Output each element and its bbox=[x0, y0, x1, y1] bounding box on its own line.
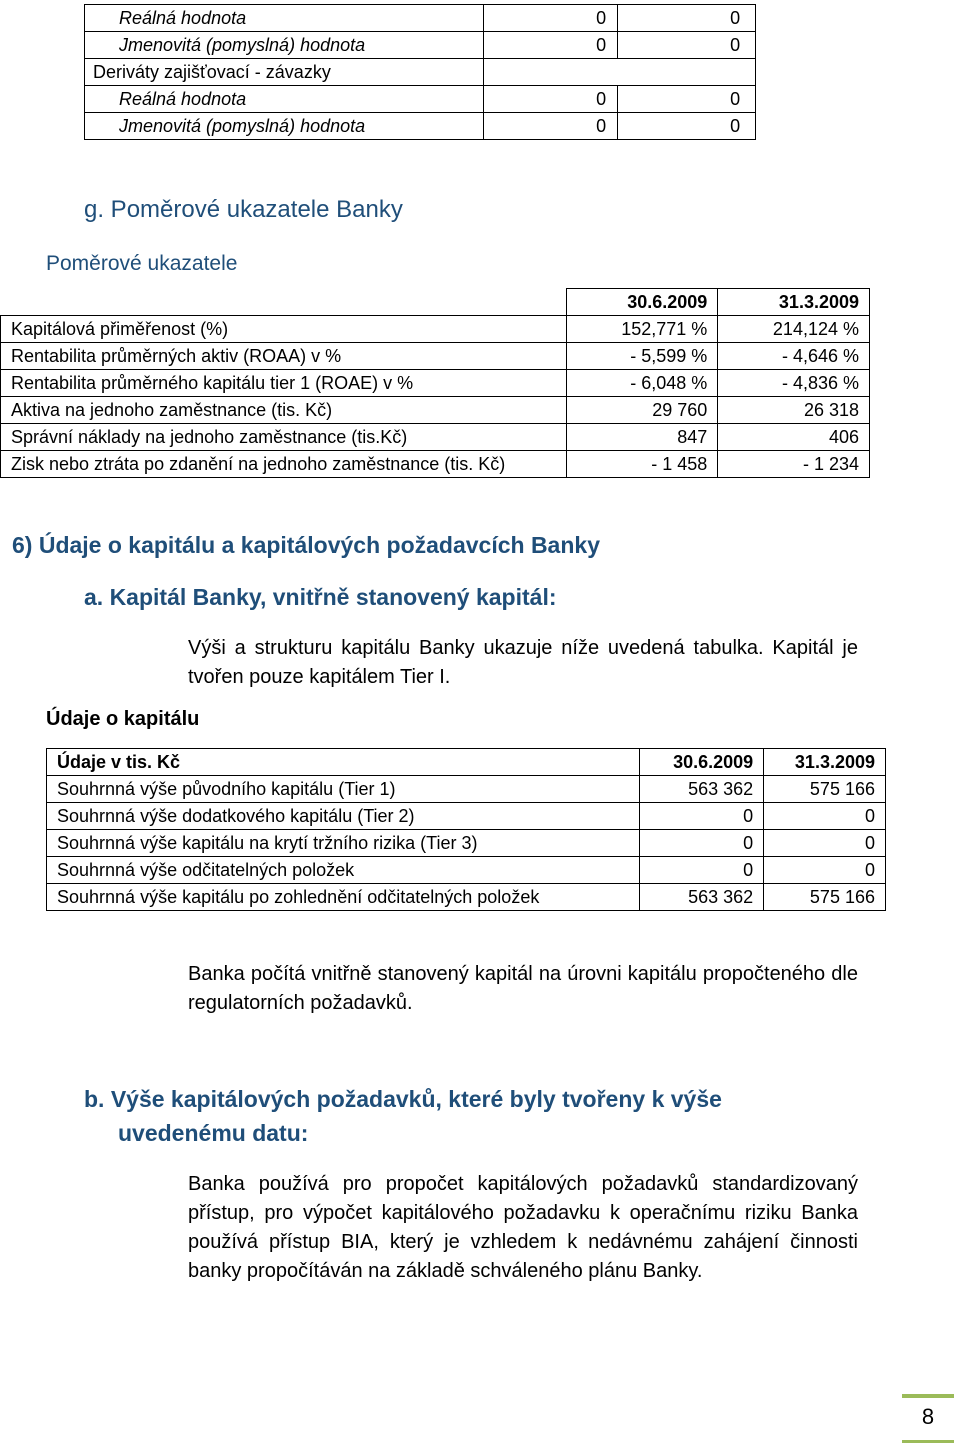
capital-row-value-2: 0 bbox=[764, 857, 886, 884]
ratios-row-value-2: 26 318 bbox=[718, 397, 870, 424]
capital-row-value-2: 0 bbox=[764, 803, 886, 830]
ratios-header-empty bbox=[1, 289, 567, 316]
capital-row-value-2: 575 166 bbox=[764, 884, 886, 911]
capital-row-label: Souhrnná výše dodatkového kapitálu (Tier 2) bbox=[47, 803, 640, 830]
capital-row bbox=[47, 857, 886, 884]
derivatives-row-value-2 bbox=[618, 59, 756, 86]
capital-row-label: Souhrnná výše odčitatelných položek bbox=[47, 857, 640, 884]
capital-row-value-2: 575 166 bbox=[764, 776, 886, 803]
ratios-header-date1: 30.6.2009 bbox=[566, 289, 718, 316]
ratios-header-date2: 31.3.2009 bbox=[718, 289, 870, 316]
capital-row-value-2: 0 bbox=[764, 830, 886, 857]
ratios-row-value-1: 152,771 % bbox=[566, 316, 718, 343]
capital-row-label: Souhrnná výše původního kapitálu (Tier 1) bbox=[47, 776, 640, 803]
capital-label: Údaje o kapitálu bbox=[46, 708, 200, 730]
capital-row bbox=[47, 830, 886, 857]
capital-row-value-1: 563 362 bbox=[640, 776, 764, 803]
capital-row-label: Souhrnná výše kapitálu na krytí tržního rizika (Tier 3) bbox=[47, 830, 640, 857]
ratios-subtitle: Poměrové ukazatele bbox=[46, 252, 238, 275]
derivatives-row bbox=[85, 113, 756, 140]
ratios-row bbox=[1, 397, 870, 424]
ratios-row-label: Aktiva na jednoho zaměstnance (tis. Kč) bbox=[1, 397, 567, 424]
section-6a-title: a. Kapitál Banky, vnitřně stanovený kapitál: bbox=[84, 584, 557, 610]
derivatives-row-label: Deriváty zajišťovací - závazky bbox=[85, 59, 484, 86]
capital-row-value-1: 563 362 bbox=[640, 884, 764, 911]
capital-header-date1: 30.6.2009 bbox=[640, 749, 764, 776]
derivatives-row-label: Reálná hodnota bbox=[85, 5, 484, 32]
ratios-row-value-2: - 4,646 % bbox=[718, 343, 870, 370]
ratios-row-label: Správní náklady na jednoho zaměstnance (tis.Kč) bbox=[1, 424, 567, 451]
derivatives-table bbox=[84, 4, 756, 140]
capital-row-value-1: 0 bbox=[640, 803, 764, 830]
section-g-title: g. Poměrové ukazatele Banky bbox=[84, 196, 403, 223]
derivatives-row-value-2: 0 bbox=[618, 113, 756, 140]
ratios-row bbox=[1, 370, 870, 397]
section-b-title-line1: b. Výše kapitálových požadavků, které byly tvořeny k výše bbox=[84, 1086, 722, 1112]
capital-row-label: Souhrnná výše kapitálu po zohlednění odčitatelných položek bbox=[47, 884, 640, 911]
capital-row-value-1: 0 bbox=[640, 830, 764, 857]
capital-row bbox=[47, 884, 886, 911]
ratios-row-label: Zisk nebo ztráta po zdanění na jednoho zaměstnance (tis. Kč) bbox=[1, 451, 567, 478]
section-6-title: 6) Údaje o kapitálu a kapitálových požadavcích Banky bbox=[12, 532, 600, 558]
ratios-row-value-1: - 1 458 bbox=[566, 451, 718, 478]
capital-header-date2: 31.3.2009 bbox=[764, 749, 886, 776]
ratios-row-value-2: - 4,836 % bbox=[718, 370, 870, 397]
ratios-row-label: Kapitálová přiměřenost (%) bbox=[1, 316, 567, 343]
ratios-row bbox=[1, 451, 870, 478]
capital-header-label: Údaje v tis. Kč bbox=[47, 749, 640, 776]
derivatives-row bbox=[85, 59, 756, 86]
derivatives-row-value-1 bbox=[484, 59, 618, 86]
ratios-row-value-2: - 1 234 bbox=[718, 451, 870, 478]
ratios-table bbox=[0, 288, 870, 478]
derivatives-row-value-1: 0 bbox=[484, 86, 618, 113]
footer-rule bbox=[902, 1394, 954, 1398]
derivatives-row bbox=[85, 86, 756, 113]
capital-intro-paragraph: Výši a strukturu kapitálu Banky ukazuje níže uvedená tabulka. Kapitál je tvořen pouze kapitálem Tier I. bbox=[188, 637, 858, 688]
footer-rule-bottom bbox=[902, 1440, 954, 1443]
ratios-row-value-1: - 5,599 % bbox=[566, 343, 718, 370]
capital-requirements-paragraph: Banka používá pro propočet kapitálových požadavků standardizovaný přístup, pro výpočet kapitálového požadavku k operačnímu riziku Banka používá přístup BIA, který je vzhledem k nedávnému zahájení činnosti banky propočítáván na základě schváleného plánu Banky. bbox=[188, 1173, 858, 1282]
derivatives-row-label: Jmenovitá (pomyslná) hodnota bbox=[85, 113, 484, 140]
derivatives-row-value-2: 0 bbox=[618, 5, 756, 32]
ratios-row-label: Rentabilita průměrného kapitálu tier 1 (ROAE) v % bbox=[1, 370, 567, 397]
ratios-row-value-2: 214,124 % bbox=[718, 316, 870, 343]
section-b-title-line2: uvedenému datu: bbox=[118, 1120, 309, 1146]
ratios-row-value-1: - 6,048 % bbox=[566, 370, 718, 397]
capital-row bbox=[47, 776, 886, 803]
derivatives-row-value-2: 0 bbox=[618, 32, 756, 59]
derivatives-row-label: Reálná hodnota bbox=[85, 86, 484, 113]
capital-table bbox=[46, 748, 886, 911]
ratios-header-row bbox=[1, 289, 870, 316]
ratios-row-value-1: 29 760 bbox=[566, 397, 718, 424]
derivatives-row-label: Jmenovitá (pomyslná) hodnota bbox=[85, 32, 484, 59]
ratios-row-value-2: 406 bbox=[718, 424, 870, 451]
ratios-row-label: Rentabilita průměrných aktiv (ROAA) v % bbox=[1, 343, 567, 370]
internal-capital-paragraph: Banka počítá vnitřně stanovený kapitál na úrovni kapitálu propočteného dle regulatorních požadavků. bbox=[188, 963, 858, 1014]
derivatives-row-value-1: 0 bbox=[484, 5, 618, 32]
ratios-row bbox=[1, 343, 870, 370]
derivatives-row-value-1: 0 bbox=[484, 113, 618, 140]
derivatives-row bbox=[85, 5, 756, 32]
page-number: 8 bbox=[921, 1404, 935, 1429]
capital-header-row bbox=[47, 749, 886, 776]
derivatives-row-value-1: 0 bbox=[484, 32, 618, 59]
ratios-row bbox=[1, 424, 870, 451]
derivatives-row-value-2: 0 bbox=[618, 86, 756, 113]
derivatives-row bbox=[85, 32, 756, 59]
ratios-row bbox=[1, 316, 870, 343]
capital-row-value-1: 0 bbox=[640, 857, 764, 884]
ratios-row-value-1: 847 bbox=[566, 424, 718, 451]
capital-row bbox=[47, 803, 886, 830]
